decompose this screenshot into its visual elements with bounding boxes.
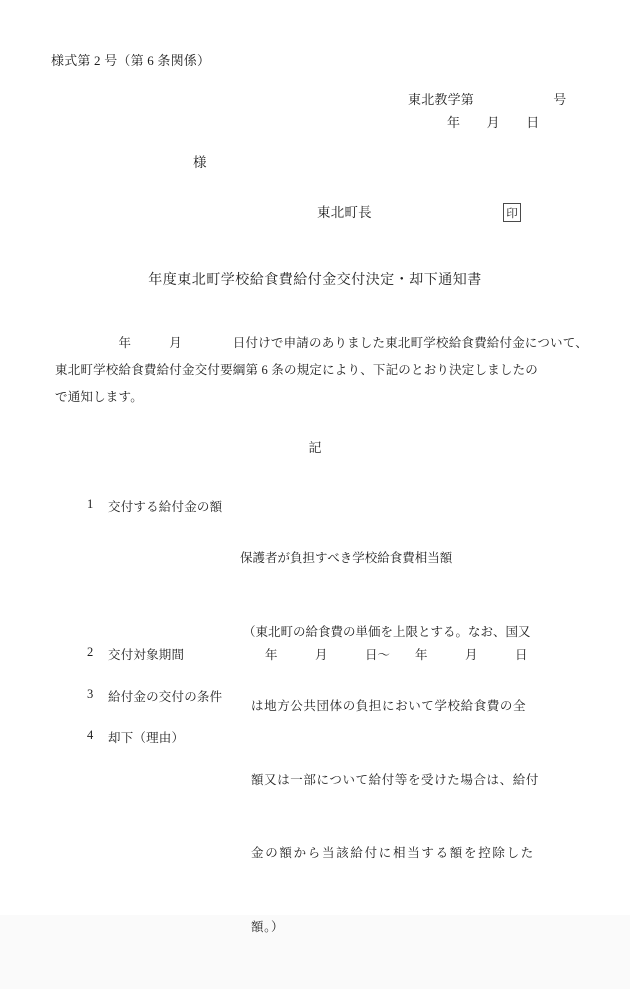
body-line-3: で通知します。 xyxy=(55,390,143,404)
item-1-desc-line-3: は地方公共団体の負担において学校給食費の全 xyxy=(251,698,527,713)
item-1-desc-line-2: （東北町の給食費の単価を上限とする。なお、国又 xyxy=(243,624,531,639)
seal-mark: 印 xyxy=(506,207,518,220)
body-line-2: 東北町学校給食費給付金交付要綱第 6 条の規定により、下記のとおり決定しましたの xyxy=(55,363,539,377)
item-4-number: 4 xyxy=(87,728,94,742)
item-1-number: 1 xyxy=(87,497,94,511)
item-2-period-blanks: 年 月 日～ 年 月 日 xyxy=(265,648,528,662)
item-2-label: 交付対象期間 xyxy=(108,648,185,662)
item-1-desc-line-1: 保護者が負担すべき学校給食費相当額 xyxy=(240,551,453,566)
form-label: 様式第 2 号（第 6 条関係） xyxy=(51,53,211,68)
record-mark: 記 xyxy=(308,440,322,455)
body-line-1: 年 月 日付けで申請のありました東北町学校給食費給付金について、 xyxy=(55,336,588,350)
item-1-desc-line-5: 金の額から当該給付に相当する額を控除した xyxy=(251,846,536,861)
issue-date-line: 年 月 日 xyxy=(447,115,540,130)
item-1-desc-line-6: 額。） xyxy=(251,920,285,935)
sender-title: 東北町長 xyxy=(317,205,372,220)
item-3-label: 給付金の交付の条件 xyxy=(108,690,223,704)
item-3-number: 3 xyxy=(87,687,94,701)
item-1-description xyxy=(240,497,539,989)
item-1-desc-line-4: 額又は一部について給付等を受けた場合は、給付 xyxy=(251,772,539,787)
seal-box xyxy=(503,203,521,222)
document-title: 年度東北町学校給食費給付金交付決定・却下通知書 xyxy=(148,273,482,288)
item-4-label: 却下（理由） xyxy=(108,731,185,745)
addressee-honorific: 様 xyxy=(193,155,207,170)
item-2-number: 2 xyxy=(87,645,94,659)
item-1-label: 交付する給付金の額 xyxy=(108,500,223,514)
document-number-line: 東北教学第 号 xyxy=(408,92,567,107)
